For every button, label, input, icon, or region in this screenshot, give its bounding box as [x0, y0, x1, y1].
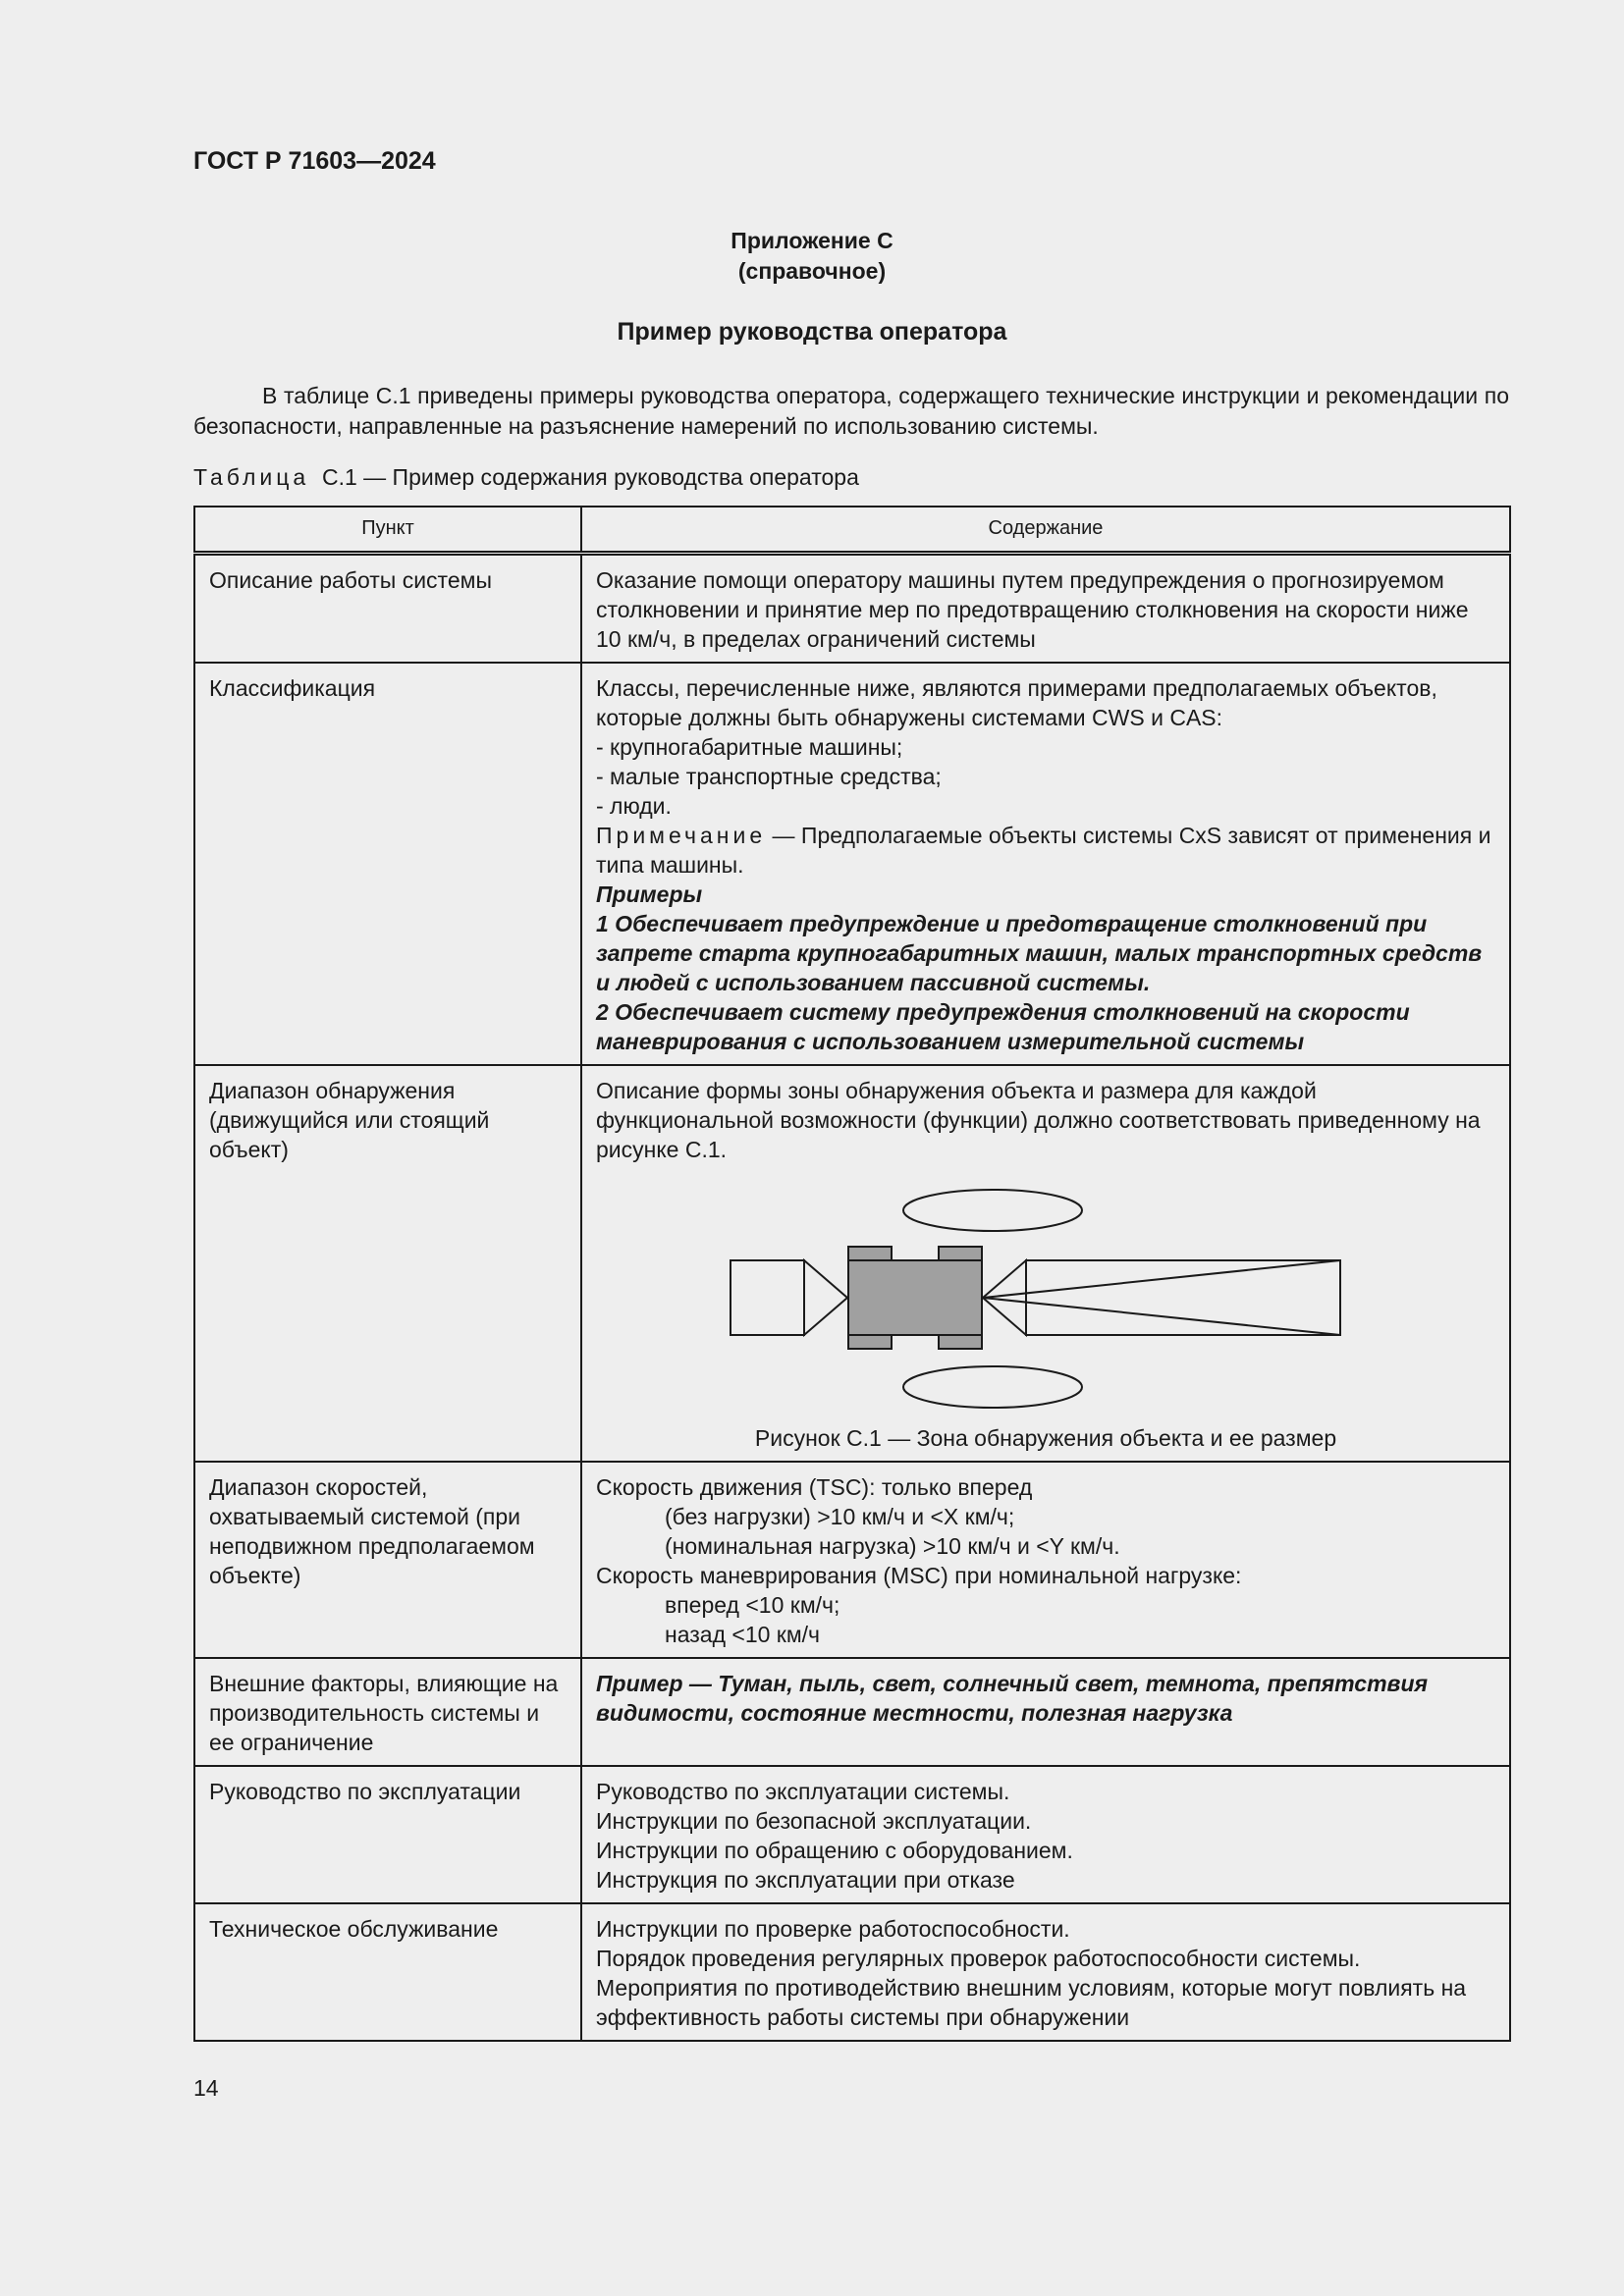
row-content-cell: [581, 663, 1510, 1065]
row-item-cell: Классификация: [194, 663, 581, 1065]
example-2: 2 Обеспечивает систему предупреждения столкновений на скорости маневрирования с использованием измерительной системы: [596, 999, 1410, 1054]
figure-caption: Рисунок С.1 — Зона обнаружения объекта и ее размер: [754, 1425, 1337, 1451]
row-content-cell: Оказание помощи оператору машины путем предупреждения о прогнозируемом столкновении и принятие мер по предотвращению столкновения на скорости ниже 10 км/ч, в пределах ограничений системы: [581, 554, 1510, 664]
front-detection-zone: [1026, 1260, 1340, 1335]
maintenance-line: Порядок проведения регулярных проверок работоспособности системы.: [596, 1946, 1361, 1971]
intro-paragraph: В таблице С.1 приведены примеры руководства оператора, содержащего технические инструкции и рекомендации по безопасности, направленные на разъяснение намерений по использованию системы.: [193, 383, 1509, 439]
table-row: [194, 1462, 1510, 1658]
table-header-row: [194, 507, 1510, 554]
note-label: Примечание: [596, 823, 767, 848]
section-title: Пример руководства оператора: [617, 318, 1007, 346]
appendix-type: (справочное): [737, 258, 887, 284]
manual-line: Инструкция по эксплуатации при отказе: [596, 1867, 1015, 1893]
row-content-cell: Пример — Туман, пыль, свет, солнечный свет, темнота, препятствия видимости, состояние местности, полезная нагрузка: [581, 1658, 1510, 1766]
note-text: — Предполагаемые объекты системы CxS зависят от применения и типа машины.: [596, 823, 1491, 878]
speed-line: (номинальная нагрузка) >10 км/ч и <Y км/ч.: [665, 1533, 1120, 1559]
maintenance-line: Мероприятия по противодействию внешним условиям, которые могут повлиять на эффективность работы системы при обнаружении: [596, 1975, 1467, 2030]
speed-line: Скорость движения (TSC): только вперед: [596, 1474, 1033, 1500]
speed-line: Скорость маневрирования (MSC) при номинальной нагрузке:: [596, 1563, 1242, 1588]
row-content-cell: [581, 1903, 1510, 2041]
document-header: ГОСТ Р 71603—2024: [193, 147, 436, 175]
detection-range-text: Описание формы зоны обнаружения объекта и размера для каждой функциональной возможности (функции) должно соответствовать приведенному на рисунке С.1.: [596, 1078, 1481, 1162]
list-item: - крупногабаритные машины;: [596, 734, 903, 760]
classification-intro: Классы, перечисленные ниже, являются примерами предполагаемых объектов, которые должны быть обнаружены системами CWS и CAS:: [596, 675, 1437, 730]
top-detection-zone: [903, 1190, 1082, 1231]
page-number: 14: [193, 2075, 219, 2101]
table-row: [194, 1766, 1510, 1903]
row-content-cell: [581, 1065, 1510, 1462]
front-beam-line: [983, 1260, 1340, 1298]
speed-line: назад <10 км/ч: [665, 1622, 821, 1647]
column-header-item: Пункт: [194, 507, 581, 554]
table-caption-text: С.1 — Пример содержания руководства оператора: [321, 464, 859, 490]
table-row: [194, 1065, 1510, 1462]
bottom-detection-zone: [903, 1366, 1082, 1408]
column-header-content: Содержание: [581, 507, 1510, 554]
operator-manual-table: [193, 506, 1511, 2042]
row-item-cell: Диапазон скоростей, охватываемый системой (при неподвижном предполагаемом объекте): [194, 1462, 581, 1658]
appendix-title-block: [0, 226, 1624, 287]
appendix-title: Приложение С: [731, 228, 893, 253]
table-row: [194, 554, 1510, 664]
row-item-cell: Описание работы системы: [194, 554, 581, 664]
note: [596, 821, 1495, 880]
table-row: [194, 1658, 1510, 1766]
speed-line: вперед <10 км/ч;: [665, 1592, 840, 1618]
examples-label: Примеры: [596, 881, 703, 907]
list-item: - люди.: [596, 793, 672, 819]
row-item-cell: Техническое обслуживание: [194, 1903, 581, 2041]
table-caption: [193, 464, 859, 491]
table-row: [194, 663, 1510, 1065]
table-row: [194, 1903, 1510, 2041]
manual-line: Инструкции по безопасной эксплуатации.: [596, 1808, 1032, 1834]
list-item: - малые транспортные средства;: [596, 764, 942, 789]
row-content-cell: [581, 1766, 1510, 1903]
row-item-cell: Руководство по эксплуатации: [194, 1766, 581, 1903]
row-content-cell: [581, 1462, 1510, 1658]
vehicle-body: [848, 1260, 982, 1335]
rear-detection-zone: [731, 1260, 804, 1335]
manual-line: Инструкции по обращению с оборудованием.: [596, 1838, 1073, 1863]
example-1: 1 Обеспечивает предупреждение и предотвращение столкновений при запрете старта крупногабаритных машин, малых транспортных средств и людей с использованием пассивной системы.: [596, 911, 1483, 995]
manual-line: Руководство по эксплуатации системы.: [596, 1779, 1010, 1804]
table-caption-prefix: Таблица: [193, 464, 310, 490]
maintenance-line: Инструкции по проверке работоспособности.: [596, 1916, 1070, 1942]
speed-line: (без нагрузки) >10 км/ч и <X км/ч;: [665, 1504, 1015, 1529]
row-item-cell: Внешние факторы, влияющие на производительность системы и ее ограничение: [194, 1658, 581, 1766]
row-item-cell: Диапазон обнаружения (движущийся или стоящий объект): [194, 1065, 581, 1462]
detection-zone-figure: [722, 1176, 1370, 1412]
rear-sensor-cone: [804, 1260, 847, 1335]
front-beam-line: [983, 1298, 1340, 1335]
